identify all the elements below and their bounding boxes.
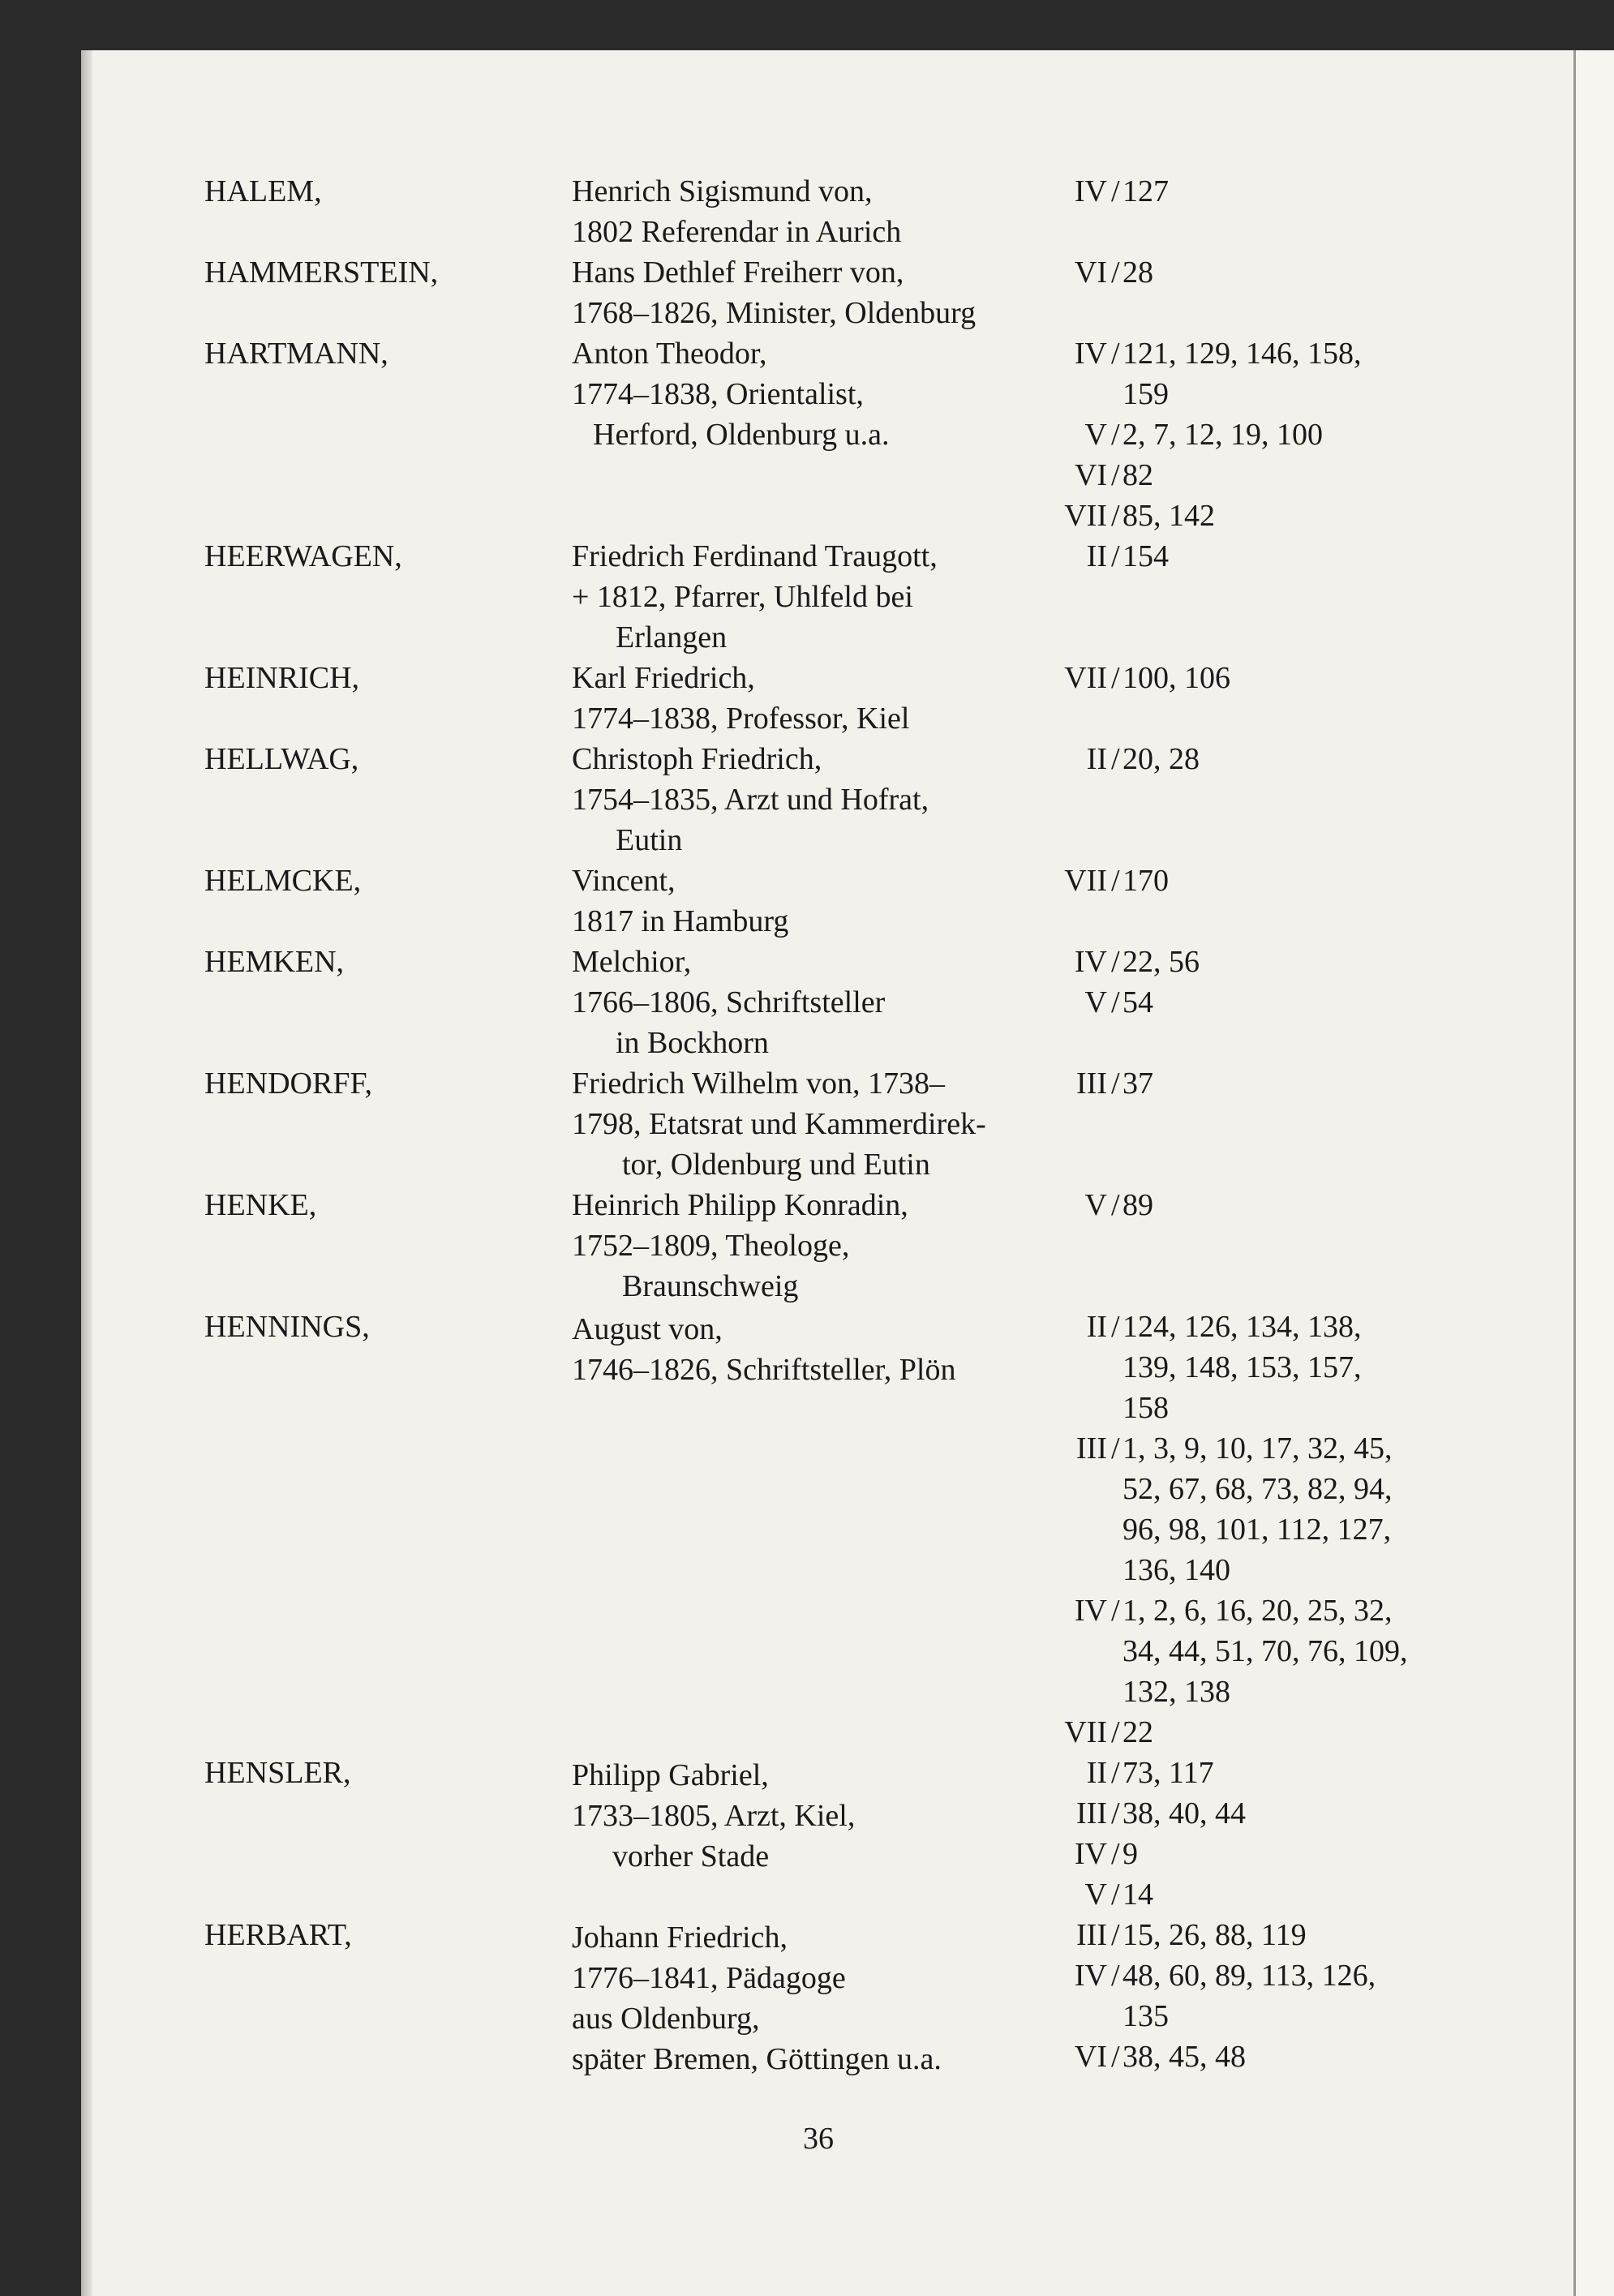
- page-references: 22: [1123, 1715, 1153, 1749]
- entry-description-line: 1752–1809, Theologe,: [572, 1229, 850, 1263]
- volume-separator: /: [1111, 742, 1120, 776]
- entry-description-line: vorher Stade: [612, 1839, 770, 1873]
- entry-description-line: Friedrich Ferdinand Traugott,: [572, 539, 938, 573]
- page-references: 121, 129, 146, 158,: [1123, 337, 1362, 371]
- page-references: 127: [1123, 174, 1169, 208]
- entry-description-line: Hans Dethlef Freiherr von,: [572, 255, 904, 290]
- volume-separator: /: [1111, 1066, 1120, 1101]
- volume-separator: /: [1111, 1918, 1120, 1952]
- page-references: 14: [1123, 1878, 1153, 1912]
- page-references: 1, 2, 6, 16, 20, 25, 32,: [1123, 1594, 1393, 1628]
- volume-separator: /: [1111, 174, 1120, 208]
- page-references: 1, 3, 9, 10, 17, 32, 45,: [1123, 1431, 1393, 1466]
- entry-description-line: Heinrich Philipp Konradin,: [572, 1188, 908, 1222]
- entry-description-line: Christoph Friedrich,: [572, 742, 822, 776]
- page-references: 159: [1123, 377, 1169, 411]
- page-references: 154: [1123, 539, 1169, 573]
- volume-separator: /: [1111, 539, 1120, 573]
- page-references: 124, 126, 134, 138,: [1123, 1310, 1362, 1344]
- entry-name: HEERWAGEN,: [204, 539, 402, 573]
- entry-name: HEMKEN,: [204, 945, 345, 979]
- entry-description-line: 1768–1826, Minister, Oldenburg: [572, 296, 977, 330]
- volume-number: II: [1086, 1756, 1107, 1790]
- volume-separator: /: [1111, 1310, 1120, 1344]
- volume-separator: /: [1111, 945, 1120, 979]
- volume-number: VII: [1064, 499, 1107, 533]
- volume-separator: /: [1111, 255, 1120, 290]
- entry-description-line: später Bremen, Göttingen u.a.: [572, 2042, 942, 2076]
- volume-number: VI: [1074, 255, 1107, 290]
- entry-name: HARTMANN,: [204, 337, 388, 371]
- volume-number: II: [1086, 1310, 1107, 1344]
- page-references: 139, 148, 153, 157,: [1123, 1350, 1362, 1384]
- entry-name: HENDORFF,: [204, 1066, 373, 1101]
- volume-number: III: [1076, 1918, 1107, 1952]
- volume-number: V: [1084, 1878, 1107, 1912]
- page-references: 89: [1123, 1188, 1153, 1222]
- volume-number: IV: [1074, 337, 1107, 371]
- volume-separator: /: [1111, 337, 1120, 371]
- page-references: 100, 106: [1123, 661, 1230, 695]
- volume-separator: /: [1111, 1715, 1120, 1749]
- entry-description-line: Johann Friedrich,: [572, 1920, 788, 1955]
- volume-number: III: [1076, 1066, 1107, 1101]
- volume-separator: /: [1111, 1594, 1120, 1628]
- volume-number: IV: [1074, 174, 1107, 208]
- page-references: 82: [1123, 458, 1153, 492]
- entry-description-line: August von,: [572, 1312, 723, 1346]
- page-references: 170: [1123, 864, 1169, 898]
- volume-separator: /: [1111, 1959, 1120, 1993]
- entry-description-line: in Bockhorn: [616, 1026, 769, 1060]
- volume-separator: /: [1111, 1878, 1120, 1912]
- entry-description-line: Erlangen: [616, 620, 728, 654]
- entry-description-line: Friedrich Wilhelm von, 1738–: [572, 1066, 946, 1101]
- entry-description-line: Braunschweig: [622, 1269, 799, 1303]
- page-references: 22, 56: [1123, 945, 1200, 979]
- volume-number: III: [1076, 1431, 1107, 1466]
- volume-number: IV: [1074, 1837, 1107, 1871]
- entry-name: HAMMERSTEIN,: [204, 255, 439, 290]
- entry-name: HENSLER,: [204, 1756, 351, 1790]
- entry-description-line: aus Oldenburg,: [572, 2002, 760, 2036]
- volume-separator: /: [1111, 418, 1120, 452]
- entry-description-line: 1766–1806, Schriftsteller: [572, 985, 886, 1019]
- volume-separator: /: [1111, 1796, 1120, 1830]
- volume-separator: /: [1111, 1431, 1120, 1466]
- volume-separator: /: [1111, 985, 1120, 1019]
- page-references: 37: [1123, 1066, 1153, 1101]
- entry-name: HENKE,: [204, 1188, 317, 1222]
- entry-description-line: Karl Friedrich,: [572, 661, 755, 695]
- page-references: 9: [1123, 1837, 1138, 1871]
- volume-number: V: [1084, 418, 1107, 452]
- page-references: 158: [1123, 1391, 1169, 1425]
- page-references: 38, 45, 48: [1123, 2040, 1246, 2074]
- entry-description-line: 1733–1805, Arzt, Kiel,: [572, 1799, 856, 1833]
- volume-number: IV: [1074, 1594, 1107, 1628]
- volume-separator: /: [1111, 2040, 1120, 2074]
- volume-number: VI: [1074, 2040, 1107, 2074]
- entry-name: HALEM,: [204, 174, 322, 208]
- page-references: 54: [1123, 985, 1153, 1019]
- entry-description-line: Henrich Sigismund von,: [572, 174, 873, 208]
- entry-name: HELLWAG,: [204, 742, 359, 776]
- entry-description-line: 1774–1838, Orientalist,: [572, 377, 864, 411]
- entry-description-line: 1817 in Hamburg: [572, 904, 789, 938]
- volume-number: II: [1086, 742, 1107, 776]
- volume-separator: /: [1111, 1188, 1120, 1222]
- entry-description-line: tor, Oldenburg und Eutin: [622, 1148, 930, 1182]
- entry-description-line: 1802 Referendar in Aurich: [572, 215, 902, 249]
- volume-number: VII: [1064, 661, 1107, 695]
- entry-description-line: 1776–1841, Pädagoge: [572, 1961, 846, 1995]
- volume-number: VII: [1064, 1715, 1107, 1749]
- volume-number: VII: [1064, 864, 1107, 898]
- entry-description-line: 1774–1838, Professor, Kiel: [572, 702, 910, 736]
- entry-description-line: Melchior,: [572, 945, 692, 979]
- page-references: 73, 117: [1123, 1756, 1214, 1790]
- page-references: 136, 140: [1123, 1553, 1230, 1587]
- volume-number: IV: [1074, 945, 1107, 979]
- volume-separator: /: [1111, 499, 1120, 533]
- entry-name: HELMCKE,: [204, 864, 362, 898]
- page-references: 34, 44, 51, 70, 76, 109,: [1123, 1634, 1408, 1668]
- page-references: 2, 7, 12, 19, 100: [1123, 418, 1323, 452]
- page-references: 52, 67, 68, 73, 82, 94,: [1123, 1472, 1393, 1506]
- page-references: 96, 98, 101, 112, 127,: [1123, 1513, 1392, 1547]
- volume-separator: /: [1111, 864, 1120, 898]
- entry-name: HENNINGS,: [204, 1310, 370, 1344]
- page-references: 85, 142: [1123, 499, 1215, 533]
- volume-separator: /: [1111, 458, 1120, 492]
- entry-description-line: Philipp Gabriel,: [572, 1758, 769, 1792]
- page-number: 36: [803, 2122, 834, 2156]
- entry-description-line: Eutin: [616, 823, 683, 857]
- entry-description-line: 1746–1826, Schriftsteller, Plön: [572, 1353, 956, 1387]
- page-references: 15, 26, 88, 119: [1123, 1918, 1307, 1952]
- entry-description-line: + 1812, Pfarrer, Uhlfeld bei: [572, 580, 913, 614]
- volume-number: II: [1086, 539, 1107, 573]
- page-references: 20, 28: [1123, 742, 1200, 776]
- page-references: 135: [1123, 1999, 1169, 2033]
- entry-name: HEINRICH,: [204, 661, 360, 695]
- page-left-edge: [81, 50, 92, 2296]
- volume-separator: /: [1111, 1837, 1120, 1871]
- entry-description-line: 1754–1835, Arzt und Hofrat,: [572, 783, 929, 817]
- volume-number: V: [1084, 985, 1107, 1019]
- volume-separator: /: [1111, 1756, 1120, 1790]
- entry-name: HERBART,: [204, 1918, 352, 1952]
- entry-description-line: Anton Theodor,: [572, 337, 767, 371]
- volume-number: V: [1084, 1188, 1107, 1222]
- entry-description-line: Herford, Oldenburg u.a.: [593, 418, 890, 452]
- entry-description-line: Vincent,: [572, 864, 676, 898]
- volume-number: VI: [1074, 458, 1107, 492]
- volume-number: III: [1076, 1796, 1107, 1830]
- volume-separator: /: [1111, 661, 1120, 695]
- page-references: 48, 60, 89, 113, 126,: [1123, 1959, 1376, 1993]
- entry-description-line: 1798, Etatsrat und Kammerdirek-: [572, 1107, 986, 1141]
- facing-page-edge: [1573, 50, 1614, 2296]
- volume-number: IV: [1074, 1959, 1107, 1993]
- page-references: 132, 138: [1123, 1675, 1230, 1709]
- page-references: 38, 40, 44: [1123, 1796, 1246, 1830]
- page-references: 28: [1123, 255, 1153, 290]
